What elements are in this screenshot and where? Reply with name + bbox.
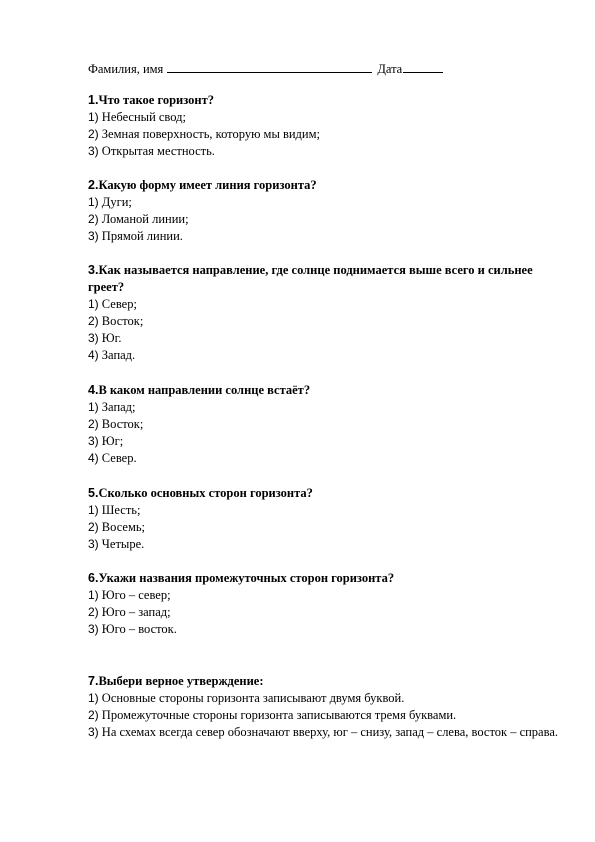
date-blank-line xyxy=(403,60,443,73)
answer-option xyxy=(88,347,558,364)
answer-option xyxy=(88,313,558,330)
option-number: 3) xyxy=(88,725,99,739)
question-number: 6. xyxy=(88,571,99,585)
option-number: 1) xyxy=(88,400,99,414)
answer-option xyxy=(88,228,558,245)
question-text: Сколько основных сторон горизонта? xyxy=(98,486,313,500)
question-title xyxy=(88,262,558,296)
option-text: Юг; xyxy=(101,434,124,448)
question-text: Как называется направление, где солнце поднимается выше всего и сильнее греет? xyxy=(88,263,533,294)
answer-option xyxy=(88,399,558,416)
option-number: 2) xyxy=(88,127,99,141)
question-number: 2. xyxy=(88,178,99,192)
option-text: Запад; xyxy=(101,400,136,414)
question-text: Выбери верное утверждение: xyxy=(98,674,264,688)
question-text: В каком направлении солнце встаёт? xyxy=(98,383,311,397)
option-text: Восток; xyxy=(101,314,144,328)
answer-option xyxy=(88,296,558,313)
option-number: 3) xyxy=(88,229,99,243)
answer-option xyxy=(88,707,558,724)
answer-option xyxy=(88,433,558,450)
question-number: 7. xyxy=(88,674,99,688)
option-number: 1) xyxy=(88,297,99,311)
option-text: Шесть; xyxy=(101,503,141,517)
option-text: Запад. xyxy=(101,348,136,362)
answer-option xyxy=(88,194,558,211)
option-text: Ломаной линии; xyxy=(101,212,189,226)
question-number: 4. xyxy=(88,383,99,397)
option-text: Север; xyxy=(101,297,137,311)
answer-option xyxy=(88,450,558,467)
option-text: Юго – север; xyxy=(101,588,171,602)
question-title xyxy=(88,177,558,194)
question-title xyxy=(88,485,558,502)
question-title xyxy=(88,570,558,587)
option-number: 1) xyxy=(88,691,99,705)
question-text: Какую форму имеет линия горизонта? xyxy=(98,178,317,192)
option-number: 2) xyxy=(88,520,99,534)
question-number: 3. xyxy=(88,263,99,277)
question-6 xyxy=(88,570,558,638)
option-number: 1) xyxy=(88,110,99,124)
answer-option xyxy=(88,604,558,621)
option-number: 4) xyxy=(88,451,99,465)
date-label: Дата xyxy=(377,62,403,76)
answer-option xyxy=(88,126,558,143)
question-title xyxy=(88,382,558,399)
option-number: 3) xyxy=(88,144,99,158)
option-text: Основные стороны горизонта записывают двумя буквой. xyxy=(101,691,405,705)
question-2 xyxy=(88,177,558,245)
option-number: 3) xyxy=(88,434,99,448)
question-1 xyxy=(88,92,558,160)
answer-option xyxy=(88,519,558,536)
option-number: 3) xyxy=(88,331,99,345)
answer-option xyxy=(88,724,558,741)
question-title xyxy=(88,92,558,109)
answer-option xyxy=(88,211,558,228)
option-text: Юго – запад; xyxy=(101,605,171,619)
option-number: 4) xyxy=(88,348,99,362)
answer-option xyxy=(88,587,558,604)
answer-option xyxy=(88,536,558,553)
answer-option xyxy=(88,109,558,126)
option-number: 1) xyxy=(88,503,99,517)
answer-option xyxy=(88,690,558,707)
question-5 xyxy=(88,485,558,553)
option-text: На схемах всегда север обозначают вверху, юг – снизу, запад – слева, восток – справа. xyxy=(101,725,559,739)
option-text: Восемь; xyxy=(101,520,146,534)
option-text: Открытая местность. xyxy=(101,144,215,158)
question-3 xyxy=(88,262,558,364)
name-label: Фамилия, имя xyxy=(88,62,164,76)
question-title xyxy=(88,673,558,690)
answer-option xyxy=(88,502,558,519)
option-text: Север. xyxy=(101,451,137,465)
name-blank-line xyxy=(167,60,372,73)
option-number: 2) xyxy=(88,417,99,431)
student-info-line xyxy=(88,60,443,77)
question-number: 5. xyxy=(88,486,99,500)
option-text: Промежуточные стороны горизонта записываются тремя буквами. xyxy=(101,708,457,722)
option-number: 2) xyxy=(88,708,99,722)
option-number: 2) xyxy=(88,212,99,226)
question-7 xyxy=(88,673,558,741)
question-4 xyxy=(88,382,558,467)
option-number: 3) xyxy=(88,622,99,636)
option-text: Восток; xyxy=(101,417,144,431)
answer-option xyxy=(88,330,558,347)
option-number: 3) xyxy=(88,537,99,551)
answer-option xyxy=(88,416,558,433)
option-text: Земная поверхность, которую мы видим; xyxy=(101,127,320,141)
option-text: Дуги; xyxy=(101,195,132,209)
option-text: Юг. xyxy=(101,331,122,345)
question-text: Что такое горизонт? xyxy=(98,93,215,107)
question-number: 1. xyxy=(88,93,99,107)
option-text: Прямой линии. xyxy=(101,229,183,243)
option-number: 1) xyxy=(88,195,99,209)
answer-option xyxy=(88,621,558,638)
option-number: 1) xyxy=(88,588,99,602)
answer-option xyxy=(88,143,558,160)
option-text: Юго – восток. xyxy=(101,622,177,636)
option-number: 2) xyxy=(88,314,99,328)
option-text: Четыре. xyxy=(101,537,145,551)
question-text: Укажи названия промежуточных сторон горизонта? xyxy=(98,571,395,585)
option-number: 2) xyxy=(88,605,99,619)
option-text: Небесный свод; xyxy=(101,110,186,124)
